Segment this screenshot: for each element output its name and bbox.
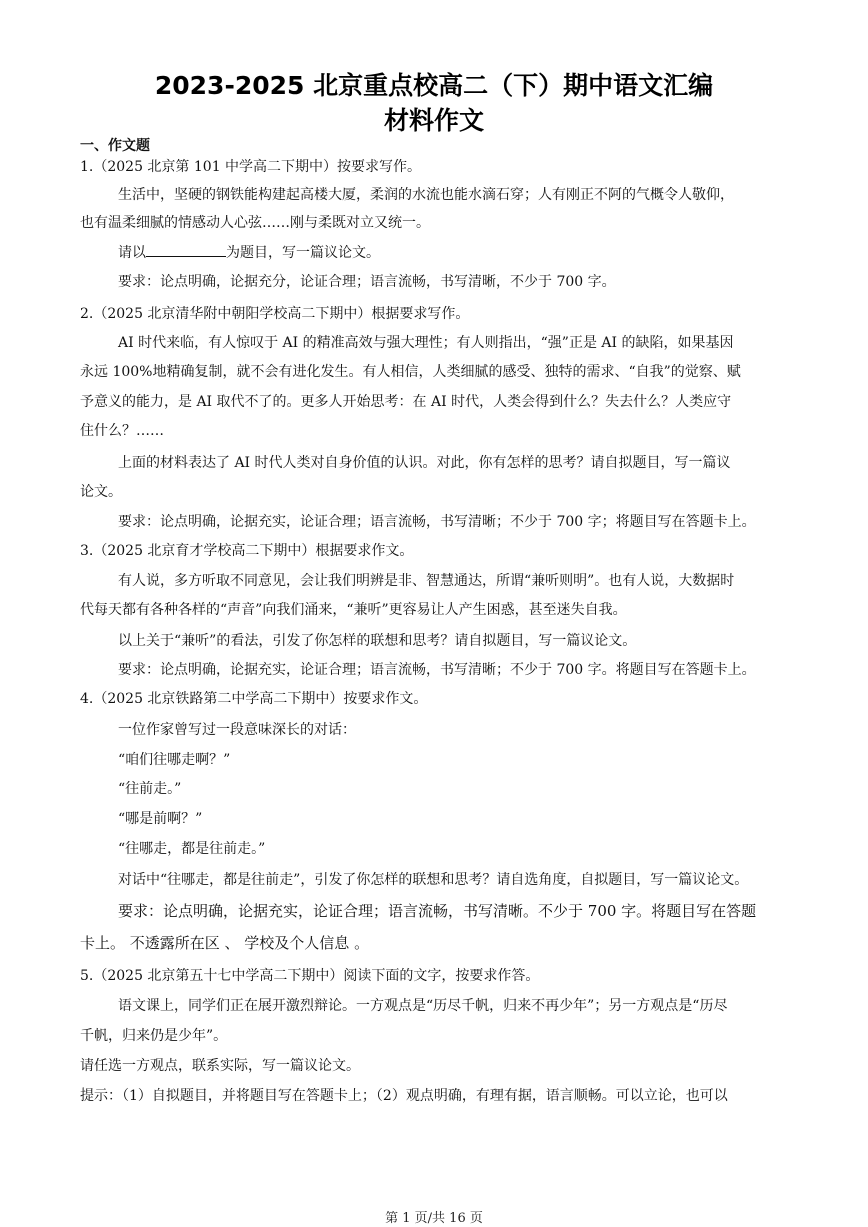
- question-1-material: 生活中，坚硬的钢铁能构建起高楼大厦，柔润的水流也能水滴石穿；人有刚正不阿的气概令人敬仰，: [118, 187, 734, 203]
- prompt-text-before: 请以: [118, 245, 146, 261]
- question-5-hints: 提示：（1）自拟题目，并将题目写在答题卡上；（2）观点明确，有理有据，语言顺畅。可以立论，也可以: [80, 1088, 728, 1104]
- question-4-material: 一位作家曾写过一段意味深长的对话：: [118, 722, 356, 738]
- dialogue-line: “往哪走，都是往前走。”: [118, 841, 266, 857]
- question-4-prompt: 对话中“往哪走，都是往前走”，引发了你怎样的联想和思考？请自选角度，自拟题目，写一篇议论文。: [118, 872, 749, 888]
- question-3-prompt: 以上关于“兼听”的看法，引发了你怎样的联想和思考？请自拟题目，写一篇议论文。: [118, 633, 637, 649]
- question-5-material-cont: 千帆，归来仍是少年”。: [80, 1028, 228, 1044]
- question-5-heading: 5.（2025 北京第五十七中学高二下期中）阅读下面的文字，按要求作答。: [80, 968, 540, 984]
- document-subtitle: 材料作文: [383, 106, 484, 135]
- dialogue-line: “哪是前啊？”: [118, 811, 203, 827]
- question-2-material: AI 时代来临，有人惊叹于 AI 的精准高效与强大理性；有人则指出，“强”正是 AI 的缺陷，如果基因: [118, 335, 734, 351]
- question-2-material-cont: 永远 100%地精确复制，就不会有进化发生。有人相信，人类细腻的感受、独特的需求、“自我”的觉察、赋: [80, 364, 741, 380]
- question-3-requirements: 要求：论点明确，论据充实，论证合理；语言流畅，书写清晰；不少于 700 字。将题目写在答题卡上。: [118, 662, 756, 678]
- question-2-prompt-cont: 论文。: [80, 484, 122, 500]
- question-1-requirements: 要求：论点明确，论据充分，论证合理；语言流畅，书写清晰，不少于 700 字。: [118, 274, 616, 290]
- question-5-material: 语文课上，同学们正在展开激烈辩论。一方观点是“历尽千帆，归来不再少年”；另一方观点是“历尽: [118, 998, 728, 1014]
- title-blank: [146, 242, 226, 257]
- question-2-prompt: 上面的材料表达了 AI 时代人类对自身价值的认识。对此，你有怎样的思考？请自拟题目，写一篇议: [118, 455, 731, 471]
- question-4-requirements: 要求：论点明确，论据充实，论证合理；语言流畅，书写清晰。不少于 700 字。将题目写在答题: [118, 902, 757, 920]
- question-2-material-cont: 予意义的能力，是 AI 取代不了的。更多人开始思考：在 AI 时代，人类会得到什么？失去什么？人类应守: [80, 394, 732, 410]
- question-3-heading: 3.（2025 北京育才学校高二下期中）根据要求作文。: [80, 543, 414, 559]
- prompt-text-after: 为题目，写一篇议论文。: [226, 245, 380, 261]
- section-heading: 一、作文题: [80, 138, 150, 154]
- document-title: 2023-2025 北京重点校高二（下）期中语文汇编: [154, 71, 714, 100]
- dialogue-line: “往前走。”: [118, 781, 182, 797]
- question-1-prompt: [118, 242, 380, 263]
- question-1-heading: 1.（2025 北京第 101 中学高二下期中）按要求写作。: [80, 159, 422, 175]
- question-1-material-cont: 也有温柔细腻的情感动人心弦……刚与柔既对立又统一。: [80, 215, 430, 231]
- question-2-material-cont: 住什么？……: [80, 423, 164, 439]
- question-4-heading: 4.（2025 北京铁路第二中学高二下期中）按要求作文。: [80, 691, 428, 707]
- question-3-material-cont: 代每天都有各种各样的“声音”向我们涌来，“兼听”更容易让人产生困惑，甚至迷失自我。: [80, 602, 627, 618]
- question-2-requirements: 要求：论点明确，论据充实，论证合理；语言流畅，书写清晰；不少于 700 字；将题目写在答题卡上。: [118, 514, 756, 530]
- question-5-prompt: 请任选一方观点，联系实际，写一篇议论文。: [80, 1058, 360, 1074]
- question-3-material: 有人说，多方听取不同意见，会让我们明辨是非、智慧通达，所谓“兼听则明”。也有人说，大数据时: [118, 573, 735, 589]
- question-2-heading: 2.（2025 北京清华附中朝阳学校高二下期中）根据要求写作。: [80, 306, 470, 322]
- page-number: 第 1 页/共 16 页: [385, 1211, 483, 1226]
- dialogue-line: “咱们往哪走啊？”: [118, 752, 231, 768]
- question-4-requirements-cont: 卡上。 不透露所在区 、 学校及个人信息 。: [80, 934, 370, 952]
